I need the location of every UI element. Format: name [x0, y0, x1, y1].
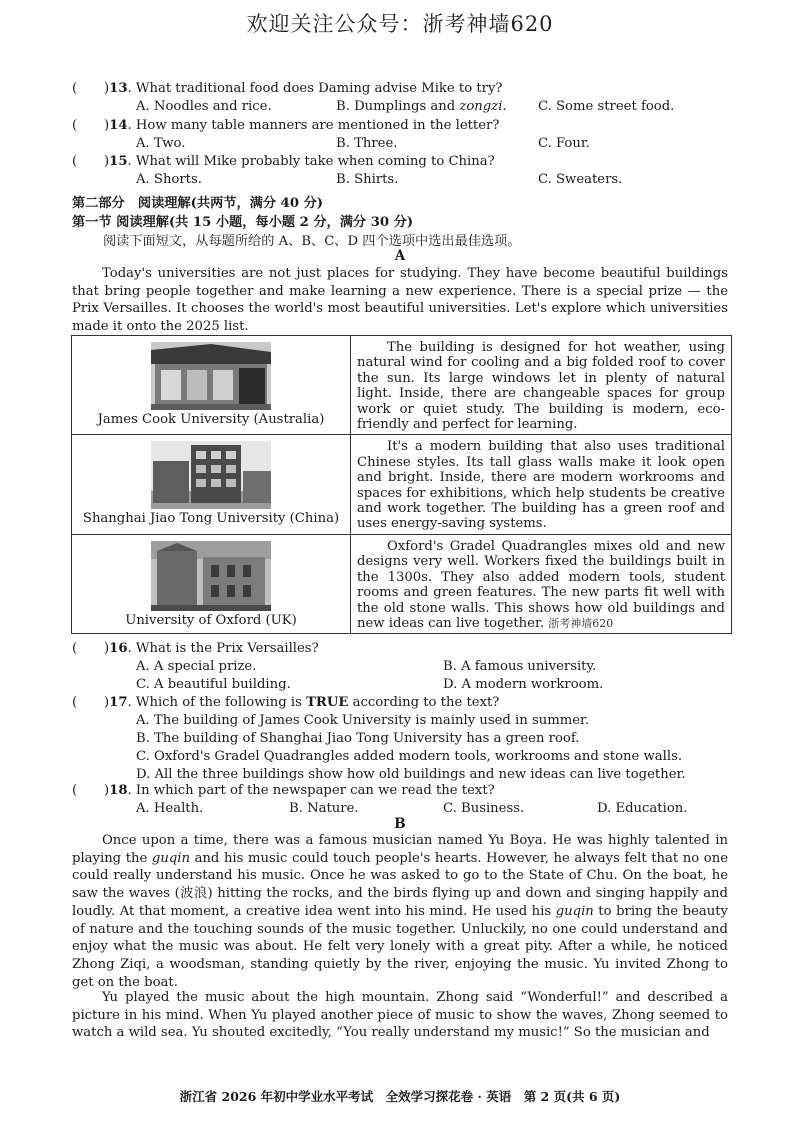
answer-blank[interactable]: ( — [72, 81, 78, 96]
university-table — [71, 335, 732, 634]
question-16: ( )16. What is the Prix Versailles? — [72, 641, 319, 656]
description-james-cook: The building is designed for hot weather, using natural wind for cooling and a big folded roof to cover the sun. Its large windows let in plenty of natural light. Inside, there are changeable spaces for group work or quiet study. The building is modern, eco-friendly and perfect for learning. — [351, 336, 732, 435]
option-15b: B. Shirts. — [336, 172, 399, 187]
option-18d: D. Education. — [597, 801, 688, 816]
option-17b: B. The building of Shanghai Jiao Tong University has a green roof. — [136, 731, 580, 746]
section-2-1-title: 第一节 阅读理解(共 15 小题，每小题 2 分，满分 30 分) — [72, 215, 414, 230]
passage-a-label: A — [394, 248, 406, 264]
option-13a: A. Noodles and rice. — [136, 99, 272, 114]
passage-b-label: B — [394, 816, 406, 832]
answer-blank[interactable]: ( — [72, 118, 78, 133]
table-row — [72, 336, 732, 435]
page-header: 欢迎关注公众号：浙考神墙620 — [246, 12, 554, 36]
question-13: ( )13. What traditional food does Daming advise Mike to try? — [72, 81, 503, 96]
caption-shanghai-jiao-tong: Shanghai Jiao Tong University (China) — [82, 511, 340, 527]
passage-b-paragraph-2: Yu played the music about the high mountain. Zhong said “Wonderful!” and described a picture in his mind. When Yu played another piece of music to show the waves, Zhong seemed to watch a wild sea. Yu shouted excitedly, “You really understand my music!” So the musician and — [72, 990, 728, 1041]
shanghai-jiao-tong-photo — [151, 441, 271, 509]
option-13b: B. Dumplings and zongzi. — [336, 99, 507, 114]
answer-blank[interactable]: ( — [72, 641, 78, 656]
question-17: ( )17. Which of the following is TRUE according to the text? — [72, 695, 500, 710]
page-footer: 浙江省 2026 年初中学业水平考试 全效学习探花卷 · 英语 第 2 页(共 6 页) — [179, 1089, 621, 1104]
option-17c: C. Oxford's Gradel Quadrangles added modern tools, workrooms and stone walls. — [136, 749, 683, 764]
watermark-text: 浙考神墙620 — [548, 616, 614, 630]
photo-cell — [72, 534, 351, 633]
james-cook-photo — [151, 342, 271, 410]
table-row — [72, 435, 732, 534]
table-row — [72, 534, 732, 633]
option-18a: A. Health. — [136, 801, 204, 816]
answer-blank[interactable]: ( — [72, 695, 78, 710]
photo-cell — [72, 336, 351, 435]
option-15a: A. Shorts. — [136, 172, 202, 187]
question-14: ( )14. How many table manners are mentioned in the letter? — [72, 118, 500, 133]
question-18: ( )18. In which part of the newspaper can we read the text? — [72, 783, 495, 798]
option-13c: C. Some street food. — [538, 99, 675, 114]
option-16c: C. A beautiful building. — [136, 677, 291, 692]
description-oxford: Oxford's Gradel Quadrangles mixes old and new designs very well. Workers fixed the buildings built in the 1300s. They also added modern tools, student rooms and green features. The new parts fit well with the old stone walls. This shows how old buildings and new ideas can live together. 浙考神墙620 — [351, 534, 732, 633]
option-16d: D. A modern workroom. — [443, 677, 604, 692]
instructions: 阅读下面短文，从每题所给的 A、B、C、D 四个选项中选出最佳选项。 — [103, 234, 521, 249]
option-14b: B. Three. — [336, 136, 398, 151]
photo-cell — [72, 435, 351, 534]
option-18b: B. Nature. — [289, 801, 359, 816]
answer-blank[interactable]: ( — [72, 154, 78, 169]
option-15c: C. Sweaters. — [538, 172, 623, 187]
option-18c: C. Business. — [443, 801, 525, 816]
option-14c: C. Four. — [538, 136, 590, 151]
passage-a-intro: Today's universities are not just places for studying. They have become beautiful buildings that bring people together and make learning a new experience. There is a special prize — the Prix Versailles. It chooses the world's most beautiful universities. Let's explore which universities made it onto the 2025 list. — [72, 266, 728, 335]
option-16a: A. A special prize. — [136, 659, 257, 674]
option-16b: B. A famous university. — [443, 659, 597, 674]
passage-b-paragraph-1: Once upon a time, there was a famous musician named Yu Boya. He was highly talented in playing the guqin and his music could touch people's hearts. However, he always felt that no one could really understand his music. Once he was asked to go to the State of Chu. On the boat, he saw the waves (波浪) hitting the rocks, and the birds flying up and down and singing happily and loudly. At that moment, a creative idea went into his mind. He used his guqin to bring the beauty of nature and the touching sounds of the music together. Unluckily, no one could understand and enjoy what the music was about. He felt very lonely with a great pity. After a while, he noticed Zhong Ziqi, a woodsman, standing quietly by the river, enjoying the music. Yu invited Zhong to get on the boat. — [72, 833, 729, 990]
question-15: ( )15. What will Mike probably take when coming to China? — [72, 154, 495, 169]
caption-james-cook: James Cook University (Australia) — [97, 412, 325, 427]
oxford-photo — [151, 541, 271, 611]
option-17a: A. The building of James Cook University is mainly used in summer. — [136, 713, 590, 728]
section-2-title: 第二部分 阅读理解(共两节，满分 40 分) — [72, 196, 324, 211]
answer-blank[interactable]: ( — [72, 783, 78, 798]
option-14a: A. Two. — [136, 136, 186, 151]
option-17d: D. All the three buildings show how old buildings and new ideas can live together. — [136, 767, 686, 782]
caption-oxford: University of Oxford (UK) — [125, 612, 297, 628]
description-shanghai-jiao-tong: It's a modern building that also uses traditional Chinese styles. Its tall glass walls make it look open and bright. Inside, there are modern workrooms and spaces for exhibitions, which help students be creative and work together. The building has a green roof and uses energy-saving systems. — [351, 435, 732, 534]
